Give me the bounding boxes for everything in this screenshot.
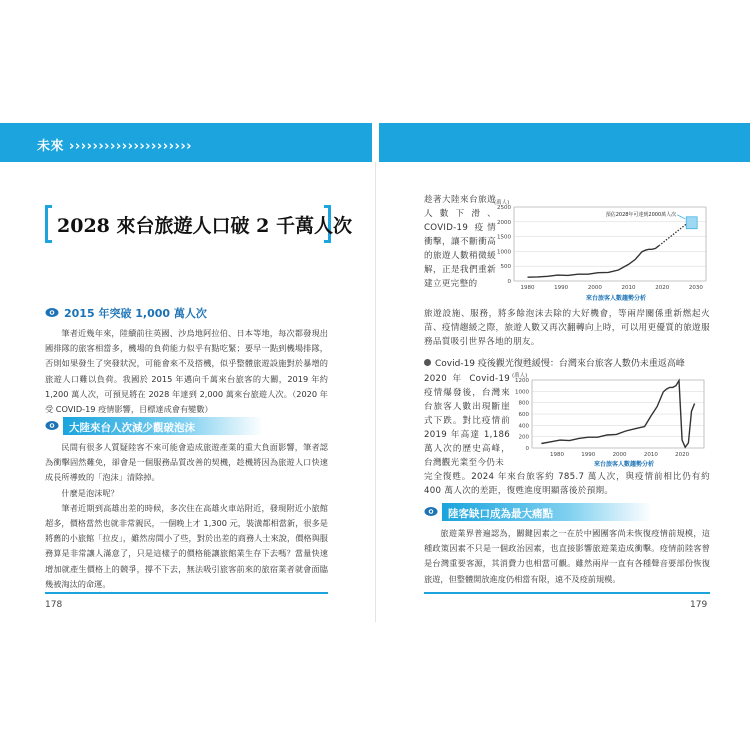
chart-tourist-projection bbox=[496, 193, 710, 309]
x-tick-label: 2020 bbox=[675, 452, 690, 458]
header-label: 未來 ››››››››››››››››››››› bbox=[37, 139, 193, 154]
section-heading-2 bbox=[45, 417, 265, 435]
gutter bbox=[372, 123, 379, 162]
x-tick-label: 2000 bbox=[612, 452, 627, 458]
y-tick-label: 0 bbox=[507, 279, 511, 285]
chart2-caption-text: Covid-19 疫後觀光復甦緩慢：台灣來台旅客人數仍未重返高峰 bbox=[435, 359, 685, 369]
y-tick-label: 1200 bbox=[515, 378, 529, 384]
section-heading-1 bbox=[45, 305, 207, 321]
y-tick-label: 500 bbox=[500, 264, 511, 271]
section2-paragraph-1: 民間有很多人質疑陸客不來可能會造成旅遊產業的重大負面影響，筆者認為衝擊固然難免，卻會是一個服務品質改善的契機，趁機將因為旅遊人口快速成長所導致的「泡沫」清除掉。 bbox=[45, 442, 328, 483]
y-tick-label: 800 bbox=[518, 400, 529, 407]
eye-icon bbox=[45, 307, 59, 318]
section2-paragraph-3: 筆者近期到高雄出差的時候，多次住在高雄火車站附近，發現附近小旅館超多，價格當然也就非常親民，一個晚上才 1,300 元，裝潢都相當新，很多是將舊的小旅館「拉皮」，雖然房間小了些，對於出差的商務人士來說，價格與服務算是非常讓人滿意了，只是這樣子的價格能讓旅館業生存下去嗎？當量快速增加就產生價格上的競爭，撐不下去，無法吸引旅客前來的旅宿業者就會面臨幾被淘汰的命運。 bbox=[45, 502, 328, 589]
chart1-wrap-text: 趁著大陸來台旅遊人數下滑、COVID-19 疫情衝擊，讓不斷衝高的旅遊人數稍微緩解，正是我們重新建立更完整的 bbox=[424, 195, 496, 289]
y-tick-label: 1000 bbox=[497, 249, 511, 256]
chapter-title-box bbox=[45, 205, 352, 243]
x-tick-label: 2020 bbox=[655, 285, 670, 291]
x-tick-label: 2010 bbox=[621, 285, 636, 291]
page-number-right: 179 bbox=[690, 600, 708, 610]
spine-divider bbox=[375, 162, 376, 622]
target-marker bbox=[686, 217, 697, 229]
footer-rule-left bbox=[45, 592, 328, 594]
section-heading-2-text: 大陸來台人次減少觀破泡沫 bbox=[69, 422, 195, 434]
section3-paragraph: 旅遊業界普遍認為，關鍵因素之一在於中國團客尚未恢復疫情前規模，這種政策因素不只是一個政治因素，也直接影響旅遊業造成衝擊。疫情前陸客曾是台灣重要客源，其消費力也相當可觀。雖然兩岸一直有各種聲音要部份恢復旅遊，但整體開放進度仍相當有限，遠不及疫前規模。 bbox=[424, 528, 710, 584]
chart-title: 來台旅客人數趨勢分析 bbox=[585, 295, 647, 302]
y-tick-label: 2500 bbox=[497, 205, 511, 211]
chart2-after-text: 完全復甦。2024 年來台旅客約 785.7 萬人次，與疫情前相比仍有約 400 萬人次的差距，復甦進度明顯落後於預期。 bbox=[424, 472, 710, 496]
section1-paragraph: 筆者近幾年來，陸續前往英國、沙烏地阿拉伯、日本等地，每次都發現出國排隊的旅客相當多，機場的負荷能力似乎有點吃緊；要早一點到機場排隊，否則如果發生了突發狀況，可能會來不及搭機，似乎整體旅遊設施對於暴增的旅遊人口難以負荷。我國於 2015 年邁向千萬來台旅客的大關，2019 年約 1,200 萬人次，可預見將在 2028 年達到 2,000 萬來台旅遊人次。（2020 年受 COVID-19 疫情影響，目標達成會有變數） bbox=[45, 328, 328, 415]
section2-paragraph-2: 什麼是泡沫呢？ bbox=[61, 487, 119, 498]
chart-tourist-recovery bbox=[510, 370, 710, 470]
x-tick-label: 2030 bbox=[688, 285, 703, 291]
annotation-label: 預估2028年可達到2000萬人次 bbox=[605, 211, 677, 218]
x-tick-label: 2000 bbox=[587, 285, 602, 291]
y-tick-label: 2000 bbox=[497, 219, 511, 226]
y-tick-label: 400 bbox=[518, 423, 529, 430]
page-number-left: 178 bbox=[45, 600, 63, 610]
chart-title: 來台旅客人數趨勢分析 bbox=[593, 461, 655, 468]
y-tick-label: 600 bbox=[518, 412, 529, 418]
eye-icon bbox=[424, 506, 438, 517]
y-tick-label: 1000 bbox=[515, 389, 529, 396]
x-tick-label: 2010 bbox=[643, 452, 658, 458]
plot-frame bbox=[514, 207, 706, 281]
section1-body bbox=[45, 326, 328, 417]
footer-rule-right bbox=[424, 592, 710, 594]
chart1-after-text: 旅遊設施、服務，將多餘泡沫去除的大好機會，等兩岸關係重新燃起火苗、疫情趨緩之際，旅遊人數又再次翻轉向上時，可以用更優質的旅遊服務品質吸引世界各地的朋友。 bbox=[424, 309, 710, 347]
x-tick-label: 1980 bbox=[520, 285, 535, 291]
y-tick-label: 0 bbox=[525, 446, 529, 452]
chart2-caption bbox=[424, 356, 685, 369]
bracket-left bbox=[45, 205, 52, 243]
x-tick-label: 1990 bbox=[554, 285, 569, 291]
y-tick-label: 200 bbox=[518, 434, 529, 441]
chapter-title: 2028 來台旅遊人口破 2 千萬人次 bbox=[57, 215, 352, 237]
chart2-wrap-text: 2020 年 Covid-19 疫情爆發後，台灣來台旅客人數出現斷崖式下跌。對比疫情前 2019 年高達 1,186 萬人次的歷史高峰，台灣觀光業至今仍未 bbox=[424, 374, 510, 468]
eye-icon bbox=[45, 420, 59, 431]
section2-body bbox=[45, 440, 328, 592]
y-unit-label: (萬人) bbox=[494, 200, 510, 206]
y-tick-label: 1500 bbox=[497, 234, 511, 241]
x-tick-label: 1980 bbox=[550, 452, 565, 458]
y-unit-label: (萬人) bbox=[512, 373, 528, 379]
x-tick-label: 1990 bbox=[581, 452, 596, 458]
section-heading-3 bbox=[424, 503, 654, 521]
section3-body bbox=[424, 526, 710, 587]
section-heading-1-text: 2015 年突破 1,000 萬人次 bbox=[64, 307, 207, 320]
section-heading-3-text: 陸客缺口成為最大痛點 bbox=[448, 508, 553, 520]
bullet-dot bbox=[424, 359, 431, 366]
